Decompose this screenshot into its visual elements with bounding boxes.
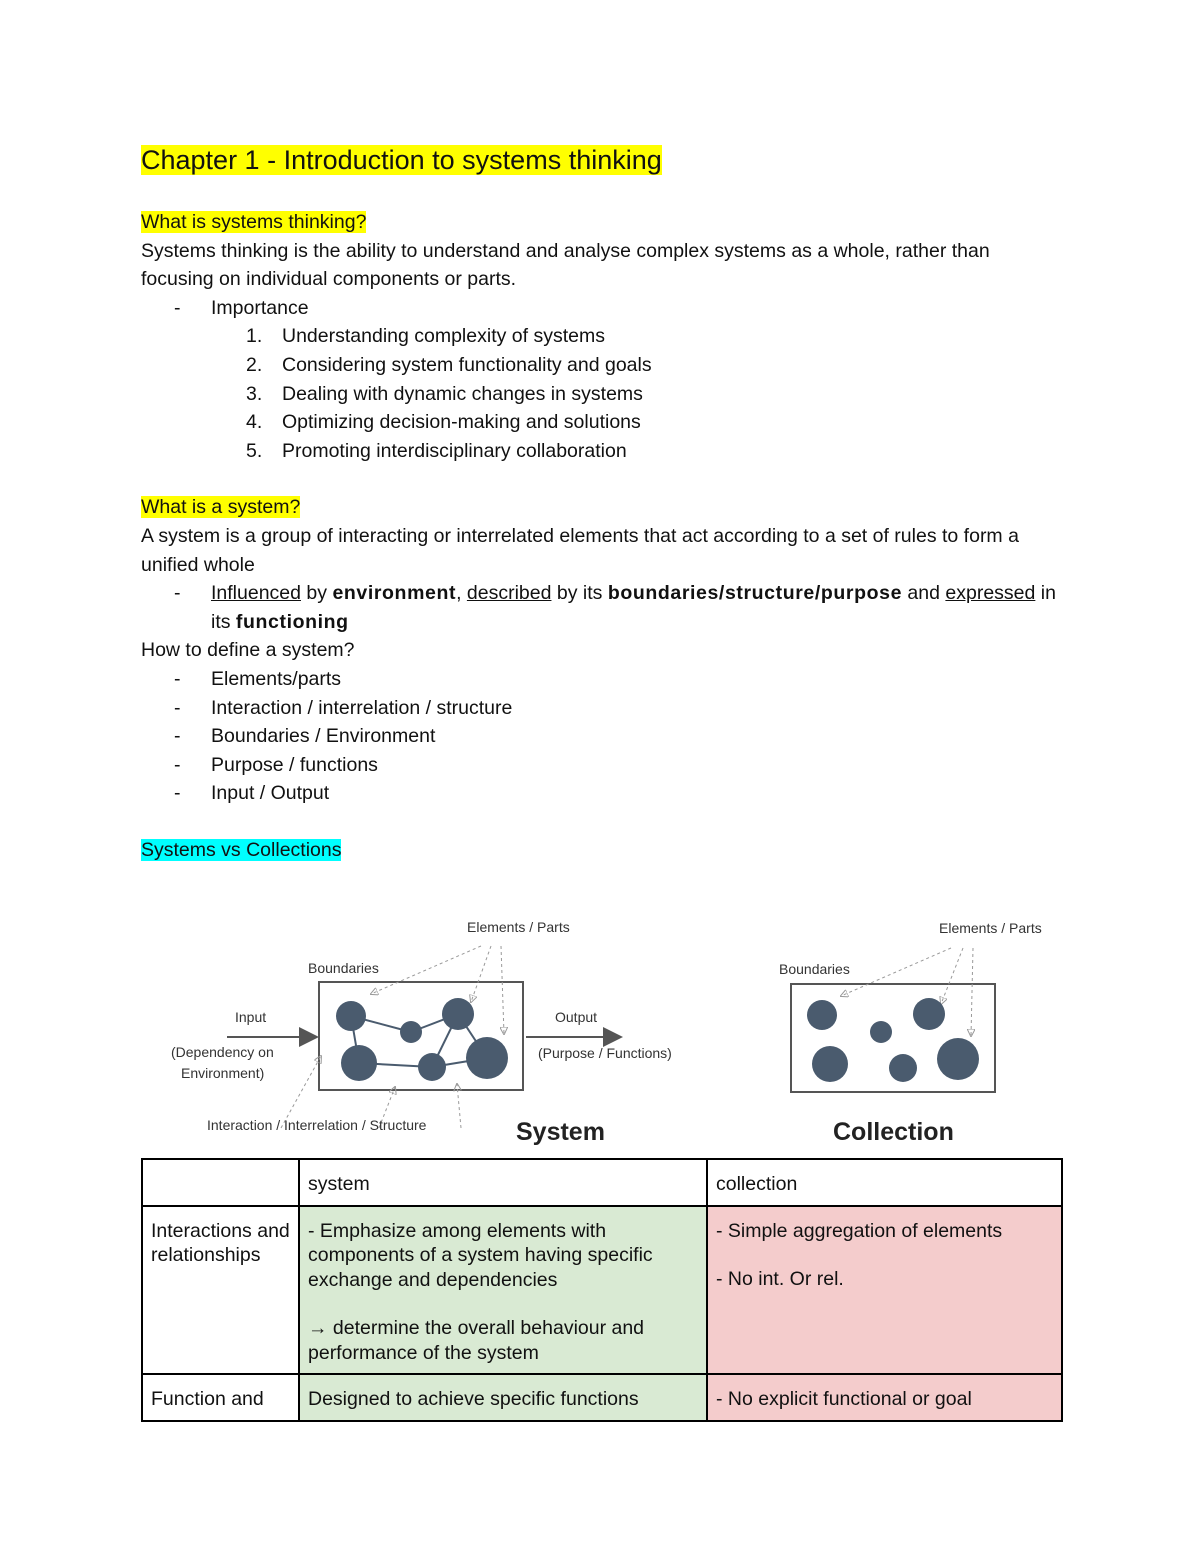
interaction-label: Interaction / Interrelation / Structure — [207, 1117, 427, 1134]
collection-caption: Collection — [833, 1118, 954, 1147]
element-node — [913, 998, 945, 1030]
system-collection-figure — [141, 884, 1061, 1146]
collection-cell: - No explicit functional or goal — [707, 1374, 1062, 1421]
row-label: Interactions and relationships — [142, 1206, 299, 1375]
chapter-title: Chapter 1 - Introduction to systems thinking — [141, 145, 662, 175]
table-header-cell — [142, 1159, 299, 1206]
output-label: Output — [555, 1009, 598, 1026]
spacer — [141, 808, 1061, 836]
figure-svg — [141, 884, 1061, 1146]
collection-cell: - Simple aggregation of elements - No int. Or rel. — [707, 1206, 1062, 1375]
define-list — [141, 665, 1061, 808]
list-item: 4. Optimizing decision-making and solutions — [246, 411, 641, 434]
element-node — [336, 1001, 366, 1031]
system-elements-label: Elements / Parts — [467, 919, 570, 936]
list-item: 5. Promoting interdisciplinary collaboration — [246, 439, 627, 462]
row-label: Function and — [142, 1374, 299, 1421]
collection-elements-label: Elements / Parts — [939, 920, 1042, 937]
list-item: - Input / Output — [141, 779, 1061, 808]
element-node — [937, 1038, 979, 1080]
table-header-cell: collection — [707, 1159, 1062, 1206]
systems-thinking-definition: Systems thinking is the ability to understand and analyse complex systems as a whole, rather than focusing on individual components or parts. — [141, 239, 990, 291]
importance-list — [141, 294, 1061, 323]
output-note: (Purpose / Functions) — [538, 1045, 672, 1062]
element-node — [418, 1053, 446, 1081]
section-heading-systems-thinking: What is systems thinking? — [141, 211, 367, 233]
list-item: - Purpose / functions — [141, 751, 1061, 780]
spacer — [141, 180, 1061, 208]
input-label: Input — [235, 1009, 267, 1026]
element-node — [812, 1046, 848, 1082]
section-heading-systems-vs-collections: Systems vs Collections — [141, 838, 342, 861]
list-item: - Influenced by environment, described by its boundaries/structure/purpose and expressed in its functioning — [141, 579, 1061, 636]
list-item: 1. Understanding complexity of systems — [246, 325, 605, 348]
element-node — [466, 1037, 508, 1079]
table-row — [142, 1206, 1062, 1375]
list-item: - Boundaries / Environment — [141, 722, 1061, 751]
table-header-cell: system — [299, 1159, 707, 1206]
list-item: - Elements/parts — [141, 665, 1061, 694]
list-item: - Interaction / interrelation / structure — [141, 694, 1061, 723]
document-page — [141, 140, 1061, 1422]
system-boundaries-label: Boundaries — [308, 960, 379, 977]
table-header-row — [142, 1159, 1062, 1206]
element-node — [341, 1045, 377, 1081]
system-cell: Designed to achieve specific functions — [299, 1374, 707, 1421]
element-node — [807, 1000, 837, 1030]
system-cell: - Emphasize among elements with components of a system having specific exchange and dependencies → determine the overall behaviour and performance of the system — [299, 1206, 707, 1375]
comparison-table — [141, 1158, 1063, 1422]
element-node — [442, 998, 474, 1030]
element-node — [400, 1021, 422, 1043]
define-question: How to define a system? — [141, 639, 355, 662]
table-row — [142, 1374, 1062, 1421]
list-item: 2. Considering system functionality and goals — [246, 353, 652, 376]
list-item: 3. Dealing with dynamic changes in systems — [246, 382, 643, 405]
section-heading-what-is-system: What is a system? — [141, 496, 301, 519]
input-note-1: (Dependency on — [171, 1044, 274, 1061]
spacer — [141, 465, 1061, 493]
system-caption: System — [516, 1118, 605, 1147]
system-definition: A system is a group of interacting or interrelated elements that act according to a set of rules to form a unified whole — [141, 524, 1019, 576]
importance-items — [141, 322, 1061, 465]
element-node — [870, 1021, 892, 1043]
importance-label: - Importance — [141, 294, 1061, 323]
collection-boundaries-label: Boundaries — [779, 961, 850, 978]
input-note-2: Environment) — [181, 1065, 265, 1082]
system-characteristics — [141, 579, 1061, 636]
element-node — [889, 1054, 917, 1082]
